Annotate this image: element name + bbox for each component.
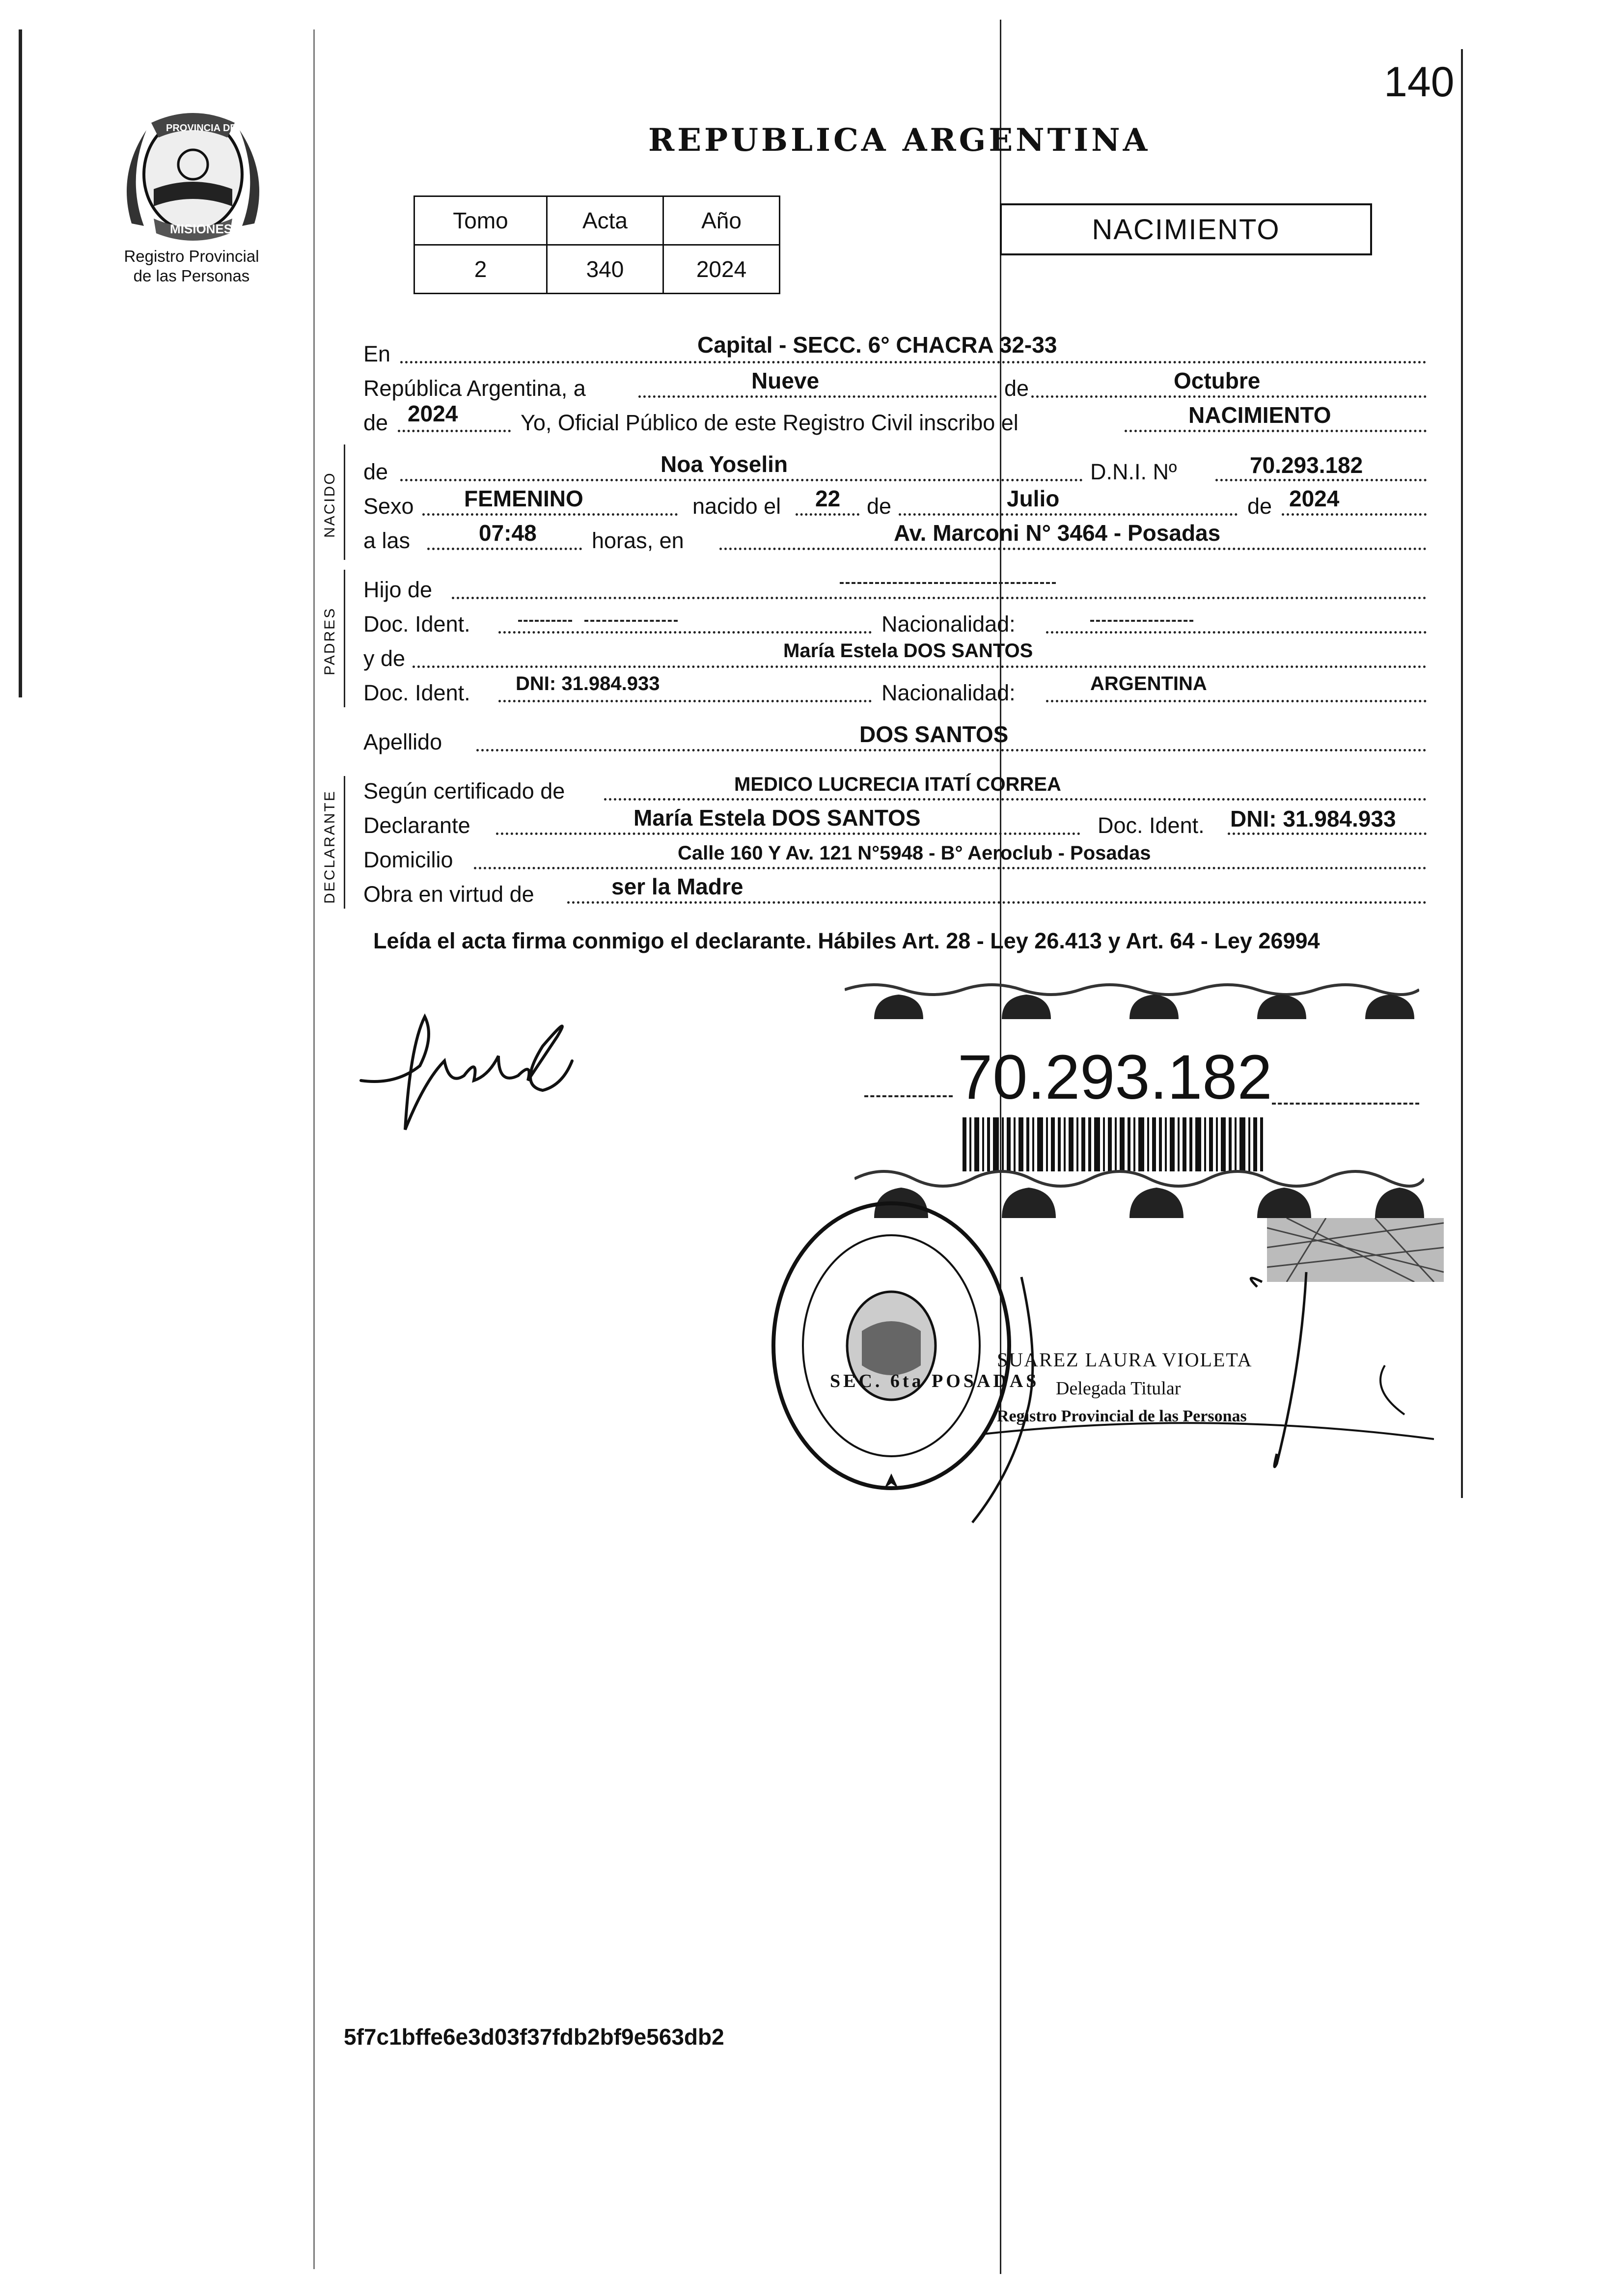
certificate-value: MEDICO LUCRECIA ITATÍ CORREA xyxy=(734,774,1061,795)
dotted-line xyxy=(1031,395,1427,398)
dotted-line xyxy=(400,361,1427,363)
surname-label: Apellido xyxy=(363,729,442,754)
dotted-line xyxy=(1215,479,1427,481)
decorative-dashes xyxy=(864,1095,953,1097)
dotted-line xyxy=(1282,513,1427,516)
father-doc-blank xyxy=(518,620,572,622)
birth-month-value: Julio xyxy=(1007,486,1060,511)
dotted-line xyxy=(604,798,1427,801)
book-table-header-row xyxy=(414,196,780,245)
page-number: 140 xyxy=(1384,58,1455,106)
child-dni-value: 70.293.182 xyxy=(1250,452,1363,478)
dotted-line xyxy=(413,666,1427,668)
book-value-acta: 340 xyxy=(547,245,663,294)
province-emblem xyxy=(117,101,269,248)
hours-label: horas, en xyxy=(592,528,684,553)
dni-label: D.N.I. Nº xyxy=(1090,459,1177,484)
time-value: 07:48 xyxy=(479,520,537,546)
child-name-value: Noa Yoselin xyxy=(661,451,788,477)
padres-side-label: PADRES xyxy=(322,607,338,675)
father-doc-label: Doc. Ident. xyxy=(363,611,470,637)
officer-text: Yo, Oficial Público de este Registro Civil inscribo el xyxy=(521,410,1018,435)
book-header-acta: Acta xyxy=(547,196,663,245)
security-pattern-band xyxy=(845,980,1419,1019)
republic-label: República Argentina, a xyxy=(363,376,586,401)
father-nationality-blank xyxy=(1090,620,1193,622)
birth-year-value: 2024 xyxy=(1289,486,1340,511)
birth-de-label: de xyxy=(867,494,892,519)
dotted-line xyxy=(400,479,1083,481)
book-header-tomo: Tomo xyxy=(414,196,547,245)
book-header-ano: Año xyxy=(663,196,780,245)
seal-inner-text: SEC. 6ta POSADAS xyxy=(830,1371,1040,1391)
place-value: Capital - SECC. 6° CHACRA 32-33 xyxy=(697,332,1057,358)
section-bracket xyxy=(344,776,345,909)
book-table-value-row xyxy=(414,245,780,294)
book-value-tomo: 2 xyxy=(414,245,547,294)
registry-name-line1: Registro Provincial xyxy=(124,247,259,265)
decorative-dashes xyxy=(1272,1103,1419,1105)
dotted-line xyxy=(422,513,678,516)
emblem-text-top: PROVINCIA DE xyxy=(166,123,237,134)
registry-name-line2: de las Personas xyxy=(133,267,250,285)
dotted-line xyxy=(638,395,997,398)
mother-doc-label: Doc. Ident. xyxy=(363,680,470,705)
document-hash: 5f7c1bffe6e3d03f37fdb2bf9e563db2 xyxy=(344,2024,724,2050)
left-margin-line xyxy=(19,29,22,697)
closing-text: Leída el acta firma conmigo el declarante. Hábiles Art. 28 - Ley 26.413 y Art. 64 - Ley 26994 xyxy=(373,928,1320,953)
de-label: de xyxy=(1004,376,1029,401)
father-nationality-label: Nacionalidad: xyxy=(881,611,1016,637)
capacity-value: ser la Madre xyxy=(611,874,743,899)
year-prefix-label: de xyxy=(363,410,388,435)
mother-nationality-label: Nacionalidad: xyxy=(881,680,1016,705)
father-label: Hijo de xyxy=(363,577,433,602)
declarant-name-value: María Estela DOS SANTOS xyxy=(633,805,921,831)
mother-doc-value: DNI: 31.984.933 xyxy=(516,673,660,694)
month-value: Octubre xyxy=(1174,368,1261,393)
declarant-doc-label: Doc. Ident. xyxy=(1098,813,1205,838)
inscription-type-value: NACIMIENTO xyxy=(1188,402,1331,428)
registry-name xyxy=(86,247,297,286)
day-value: Nueve xyxy=(751,368,820,393)
emblem-text-bottom: MISIONES xyxy=(170,222,233,236)
declarant-doc-value: DNI: 31.984.933 xyxy=(1230,806,1396,832)
dotted-line xyxy=(498,631,872,634)
right-margin-line xyxy=(1461,49,1463,1498)
surname-value: DOS SANTOS xyxy=(859,721,1009,747)
signatory-role: Delegada Titular xyxy=(1056,1378,1181,1399)
dotted-line xyxy=(899,513,1238,516)
dotted-line xyxy=(1046,631,1427,634)
dotted-line xyxy=(496,832,1080,835)
father-doc-blank xyxy=(584,620,678,622)
mother-name-value: María Estela DOS SANTOS xyxy=(783,640,1033,662)
sex-label: Sexo xyxy=(363,494,414,519)
signatory-name: SUAREZ LAURA VIOLETA xyxy=(997,1349,1253,1371)
dotted-line xyxy=(1228,832,1427,835)
birth-place-value: Av. Marconi N° 3464 - Posadas xyxy=(894,520,1221,546)
year-value: 2024 xyxy=(408,401,458,426)
time-label: a las xyxy=(363,528,411,553)
address-label: Domicilio xyxy=(363,847,453,872)
barcode xyxy=(963,1117,1267,1171)
dotted-line xyxy=(398,430,511,432)
declarante-side-label: DECLARANTE xyxy=(322,790,338,904)
dotted-line xyxy=(427,548,582,550)
place-label: En xyxy=(363,341,391,366)
certificate-label: Según certificado de xyxy=(363,778,565,804)
dotted-line xyxy=(452,597,1427,599)
book-reference-table xyxy=(413,195,780,294)
declarant-signature xyxy=(351,1007,582,1135)
dotted-line xyxy=(719,548,1427,550)
address-value: Calle 160 Y Av. 121 N°5948 - B° Aeroclub - Posadas xyxy=(678,842,1151,864)
mother-label: y de xyxy=(363,646,406,671)
nacido-de-label: de xyxy=(363,459,388,484)
father-name-blank xyxy=(840,582,1056,584)
section-bracket xyxy=(344,570,345,707)
declarant-label: Declarante xyxy=(363,813,470,838)
signatory-office: Registro Provincial de las Personas xyxy=(997,1407,1247,1425)
mother-nationality-value: ARGENTINA xyxy=(1090,673,1207,694)
dotted-line xyxy=(1125,430,1427,432)
nacido-side-label: NACIDO xyxy=(322,472,338,538)
dotted-line xyxy=(498,700,872,702)
dotted-line xyxy=(474,867,1427,869)
section-bracket xyxy=(344,444,345,560)
country-title: REPUBLICA ARGENTINA xyxy=(648,122,1151,159)
capacity-label: Obra en virtud de xyxy=(363,882,534,907)
record-type-box: NACIMIENTO xyxy=(1000,203,1372,255)
birth-day-value: 22 xyxy=(815,486,841,511)
born-label: nacido el xyxy=(692,494,781,519)
dotted-line xyxy=(567,901,1427,904)
sex-value: FEMENINO xyxy=(464,486,583,511)
dotted-line xyxy=(796,513,859,516)
dotted-line xyxy=(476,749,1427,751)
binding-line xyxy=(313,29,315,2269)
book-value-ano: 2024 xyxy=(663,245,780,294)
official-signature xyxy=(963,1267,1434,1532)
birth-de-label-2: de xyxy=(1247,494,1272,519)
dotted-line xyxy=(1046,700,1427,702)
stamp-id-number: 70.293.182 xyxy=(958,1042,1272,1112)
